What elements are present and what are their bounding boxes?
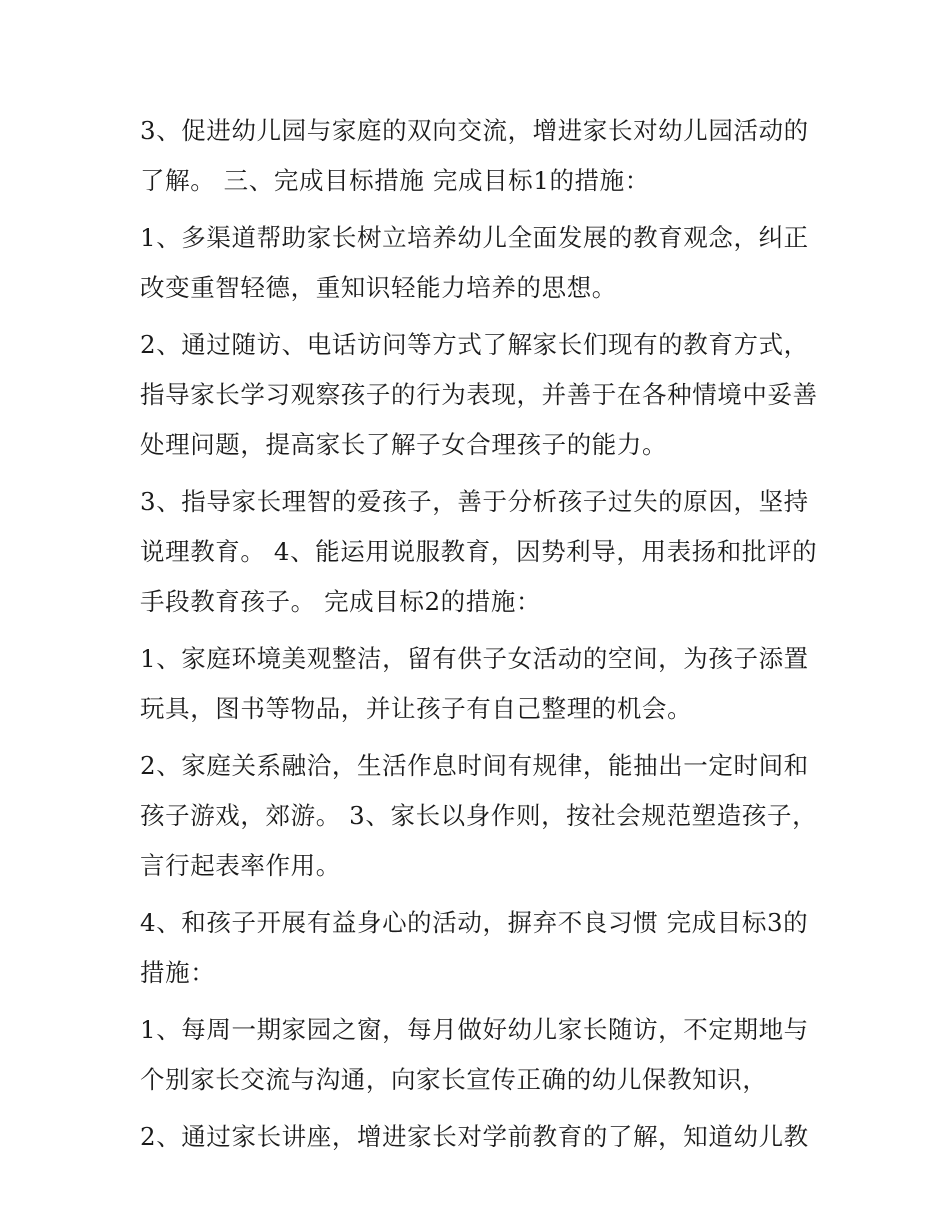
- text-line: 个别家长交流与沟通，向家长宣传正确的幼儿保教知识，: [140, 1065, 768, 1094]
- text-line: 2、家庭关系融洽，生活作息时间有规律，能抽出一定时间和: [140, 751, 809, 780]
- paragraph-measure-3-1: [140, 1005, 820, 1105]
- document-body: [140, 106, 820, 1169]
- text-line: 4、和孩子开展有益身心的活动，摒弃不良习惯 完成目标3的: [140, 908, 809, 937]
- paragraph-measure-1-3: [140, 477, 820, 627]
- text-line: 1、家庭环境美观整洁，留有供子女活动的空间，为孩子添置: [140, 644, 809, 673]
- paragraph-measure-2-2: [140, 741, 820, 891]
- paragraph-measure-3-2: [140, 1112, 820, 1162]
- text-line: 措施：: [140, 958, 216, 987]
- text-line: 了解。 三、完成目标措施 完成目标1的措施：: [140, 166, 650, 195]
- paragraph-measure-1-2: [140, 320, 820, 470]
- text-line: 玩具，图书等物品，并让孩子有自己整理的机会。: [140, 694, 693, 723]
- text-line: 3、指导家长理智的爱孩子，善于分析孩子过失的原因，坚持: [140, 487, 809, 516]
- text-line: 1、每周一期家园之窗，每月做好幼儿家长随访，不定期地与: [140, 1015, 809, 1044]
- text-line: 2、通过家长讲座，增进家长对学前教育的了解，知道幼儿教: [140, 1122, 809, 1151]
- text-line: 2、通过随访、电话访问等方式了解家长们现有的教育方式，: [140, 330, 809, 359]
- text-line: 说理教育。 4、能运用说服教育，因势利导，用表扬和批评的: [140, 537, 818, 566]
- text-line: 改变重智轻德，重知识轻能力培养的思想。: [140, 273, 617, 302]
- text-line: 处理问题，提高家长了解子女合理孩子的能力。: [140, 430, 668, 459]
- text-line: 孩子游戏，郊游。 3、家长以身作则，按社会规范塑造孩子，: [140, 801, 818, 830]
- text-line: 指导家长学习观察孩子的行为表现，并善于在各种情境中妥善: [140, 380, 818, 409]
- text-line: 言行起表率作用。: [140, 851, 341, 880]
- text-line: 手段教育孩子。 完成目标2的措施：: [140, 587, 542, 616]
- paragraph-measure-2-4: [140, 898, 820, 998]
- text-line: 1、多渠道帮助家长树立培养幼儿全面发展的教育观念，纠正: [140, 223, 809, 252]
- paragraph-measure-1-1: [140, 213, 820, 313]
- paragraph-goal-3-exchange: [140, 106, 820, 206]
- paragraph-measure-2-1: [140, 634, 820, 734]
- text-line: 3、促进幼儿园与家庭的双向交流，增进家长对幼儿园活动的: [140, 116, 809, 145]
